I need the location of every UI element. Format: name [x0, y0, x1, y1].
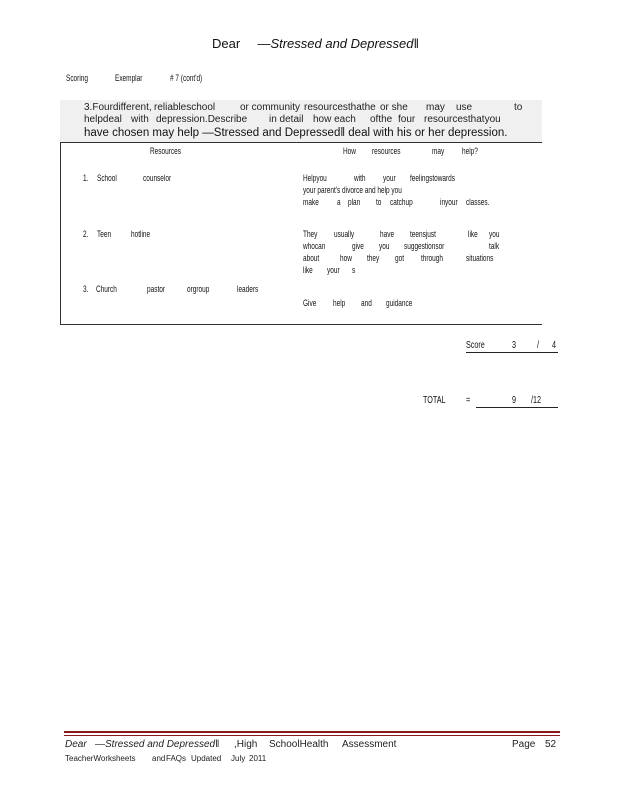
question-word: to	[514, 102, 523, 113]
scoring-label: Scoring	[66, 73, 88, 83]
help-text-word: you	[379, 241, 390, 251]
help-text-word: s	[352, 265, 356, 275]
help-text-word: about	[303, 253, 320, 263]
total-value: 9	[512, 395, 517, 406]
help-text-word: through	[421, 253, 443, 263]
help-text-word: Helpyou	[303, 173, 327, 183]
help-text-word: guidance	[386, 298, 413, 308]
help-text-word: situations	[466, 253, 494, 263]
help-text-word: have	[380, 229, 395, 239]
resource-name-word: School	[97, 173, 117, 183]
help-text-word: help	[333, 298, 346, 308]
total-max: /12	[531, 395, 542, 406]
help-text-word: Give	[303, 298, 317, 308]
question-word: reliableschool	[154, 102, 216, 113]
col-header-word: may	[432, 146, 445, 156]
score-underline	[466, 352, 558, 353]
score-max: 4	[552, 340, 557, 351]
col-header-resources: Resources	[150, 146, 181, 156]
page-title	[212, 36, 419, 51]
help-text-word: give	[352, 241, 364, 251]
footer-rule-thin	[64, 735, 560, 736]
col-header-word: How	[343, 146, 356, 156]
help-text-word: inyour	[440, 197, 458, 207]
help-text-word: classes.	[466, 197, 490, 207]
resource-name-word: leaders	[237, 284, 259, 294]
resource-name-word: Teen	[97, 229, 112, 239]
help-text-word: suggestionsor	[404, 241, 445, 251]
help-text-word: they	[367, 253, 380, 263]
col-header-word: help?	[462, 146, 478, 156]
row-number: 3.	[83, 284, 89, 294]
help-text-word: usually	[334, 229, 355, 239]
col-header-word: resources	[372, 146, 401, 156]
help-text-word: to	[376, 197, 382, 207]
help-text-word: teensjust	[410, 229, 436, 239]
resource-name-word: pastor	[147, 284, 166, 294]
footer-high: ,High	[234, 739, 258, 750]
footer-page-number: 52	[545, 739, 557, 750]
help-text-word: like	[303, 265, 313, 275]
footer-subline-word: FAQs	[166, 754, 187, 763]
help-text-word: your parent's divorce and help you	[303, 185, 402, 195]
exemplar-label: Exemplar	[115, 73, 143, 83]
title-dear: Dear	[212, 36, 241, 51]
help-text-word: how	[340, 253, 352, 263]
row-number: 2.	[83, 229, 89, 239]
question-number: # 7 (cont'd)	[170, 73, 203, 83]
title-case-name: —Stressed and Depressed‖	[257, 36, 419, 51]
help-text-word: plan	[348, 197, 361, 207]
total-equals: =	[466, 395, 471, 406]
resource-name-word: orgroup	[187, 284, 210, 294]
footer-subline-word: TeacherWorksheets	[65, 754, 136, 763]
question-word: may	[426, 102, 445, 113]
footer-rule	[64, 731, 560, 733]
resource-name-word: hotline	[131, 229, 151, 239]
question-word: resourcesthathe	[304, 102, 376, 113]
help-text-word: and	[361, 298, 372, 308]
footer-subline-word: Updated	[191, 754, 222, 763]
total-label: TOTAL	[423, 395, 446, 406]
footer-dear: Dear	[65, 739, 87, 750]
footer-page-label: Page	[512, 739, 536, 750]
help-text-word: make	[303, 197, 319, 207]
question-line-3: have chosen may help —Stressed and Depressed‖ deal with his or her depression.	[84, 127, 508, 139]
help-text-word: you	[489, 229, 500, 239]
resource-name-word: counselor	[143, 173, 172, 183]
help-text-word: catchup	[390, 197, 413, 207]
question-word: depression.Describe	[156, 114, 248, 125]
question-word: resourcesthatyou	[424, 114, 501, 125]
footer-subline-word: 2011	[249, 754, 267, 763]
table-left-border	[60, 142, 61, 324]
help-text-word: They	[303, 229, 318, 239]
row-number: 1.	[83, 173, 89, 183]
footer-subline-word: and	[152, 754, 166, 763]
help-text-word: your	[383, 173, 396, 183]
help-text-word: like	[468, 229, 478, 239]
help-text-word: a	[337, 197, 341, 207]
question-word: four	[398, 114, 416, 125]
table-top-border	[60, 142, 542, 143]
footer-subline-word: July	[231, 754, 246, 763]
help-text-word: got	[395, 253, 405, 263]
table-bottom-border	[60, 324, 542, 325]
score-value: 3	[512, 340, 517, 351]
question-word: how each	[313, 114, 356, 125]
question-word: or community	[240, 102, 301, 113]
question-word: or she	[380, 102, 408, 113]
question-word: helpdeal	[84, 114, 122, 125]
question-word: use	[456, 102, 473, 113]
help-text-word: whocan	[303, 241, 326, 251]
question-word: with	[131, 114, 149, 125]
help-text-word: talk	[489, 241, 500, 251]
total-underline	[476, 407, 558, 408]
question-word: ofthe	[370, 114, 393, 125]
footer-school-health: SchoolHealth	[269, 739, 329, 750]
footer-assessment: Assessment	[342, 739, 397, 750]
help-text-word: with	[354, 173, 366, 183]
score-slash: /	[537, 340, 540, 351]
help-text-word: feelingstowards	[410, 173, 456, 183]
resource-name-word: Church	[96, 284, 117, 294]
question-word: 3.Fourdifferent,	[84, 102, 152, 113]
footer-case-name: —Stressed and Depressed‖	[95, 739, 220, 750]
help-text-word: your	[327, 265, 340, 275]
question-word: in detail	[269, 114, 304, 125]
score-label: Score	[466, 340, 485, 351]
